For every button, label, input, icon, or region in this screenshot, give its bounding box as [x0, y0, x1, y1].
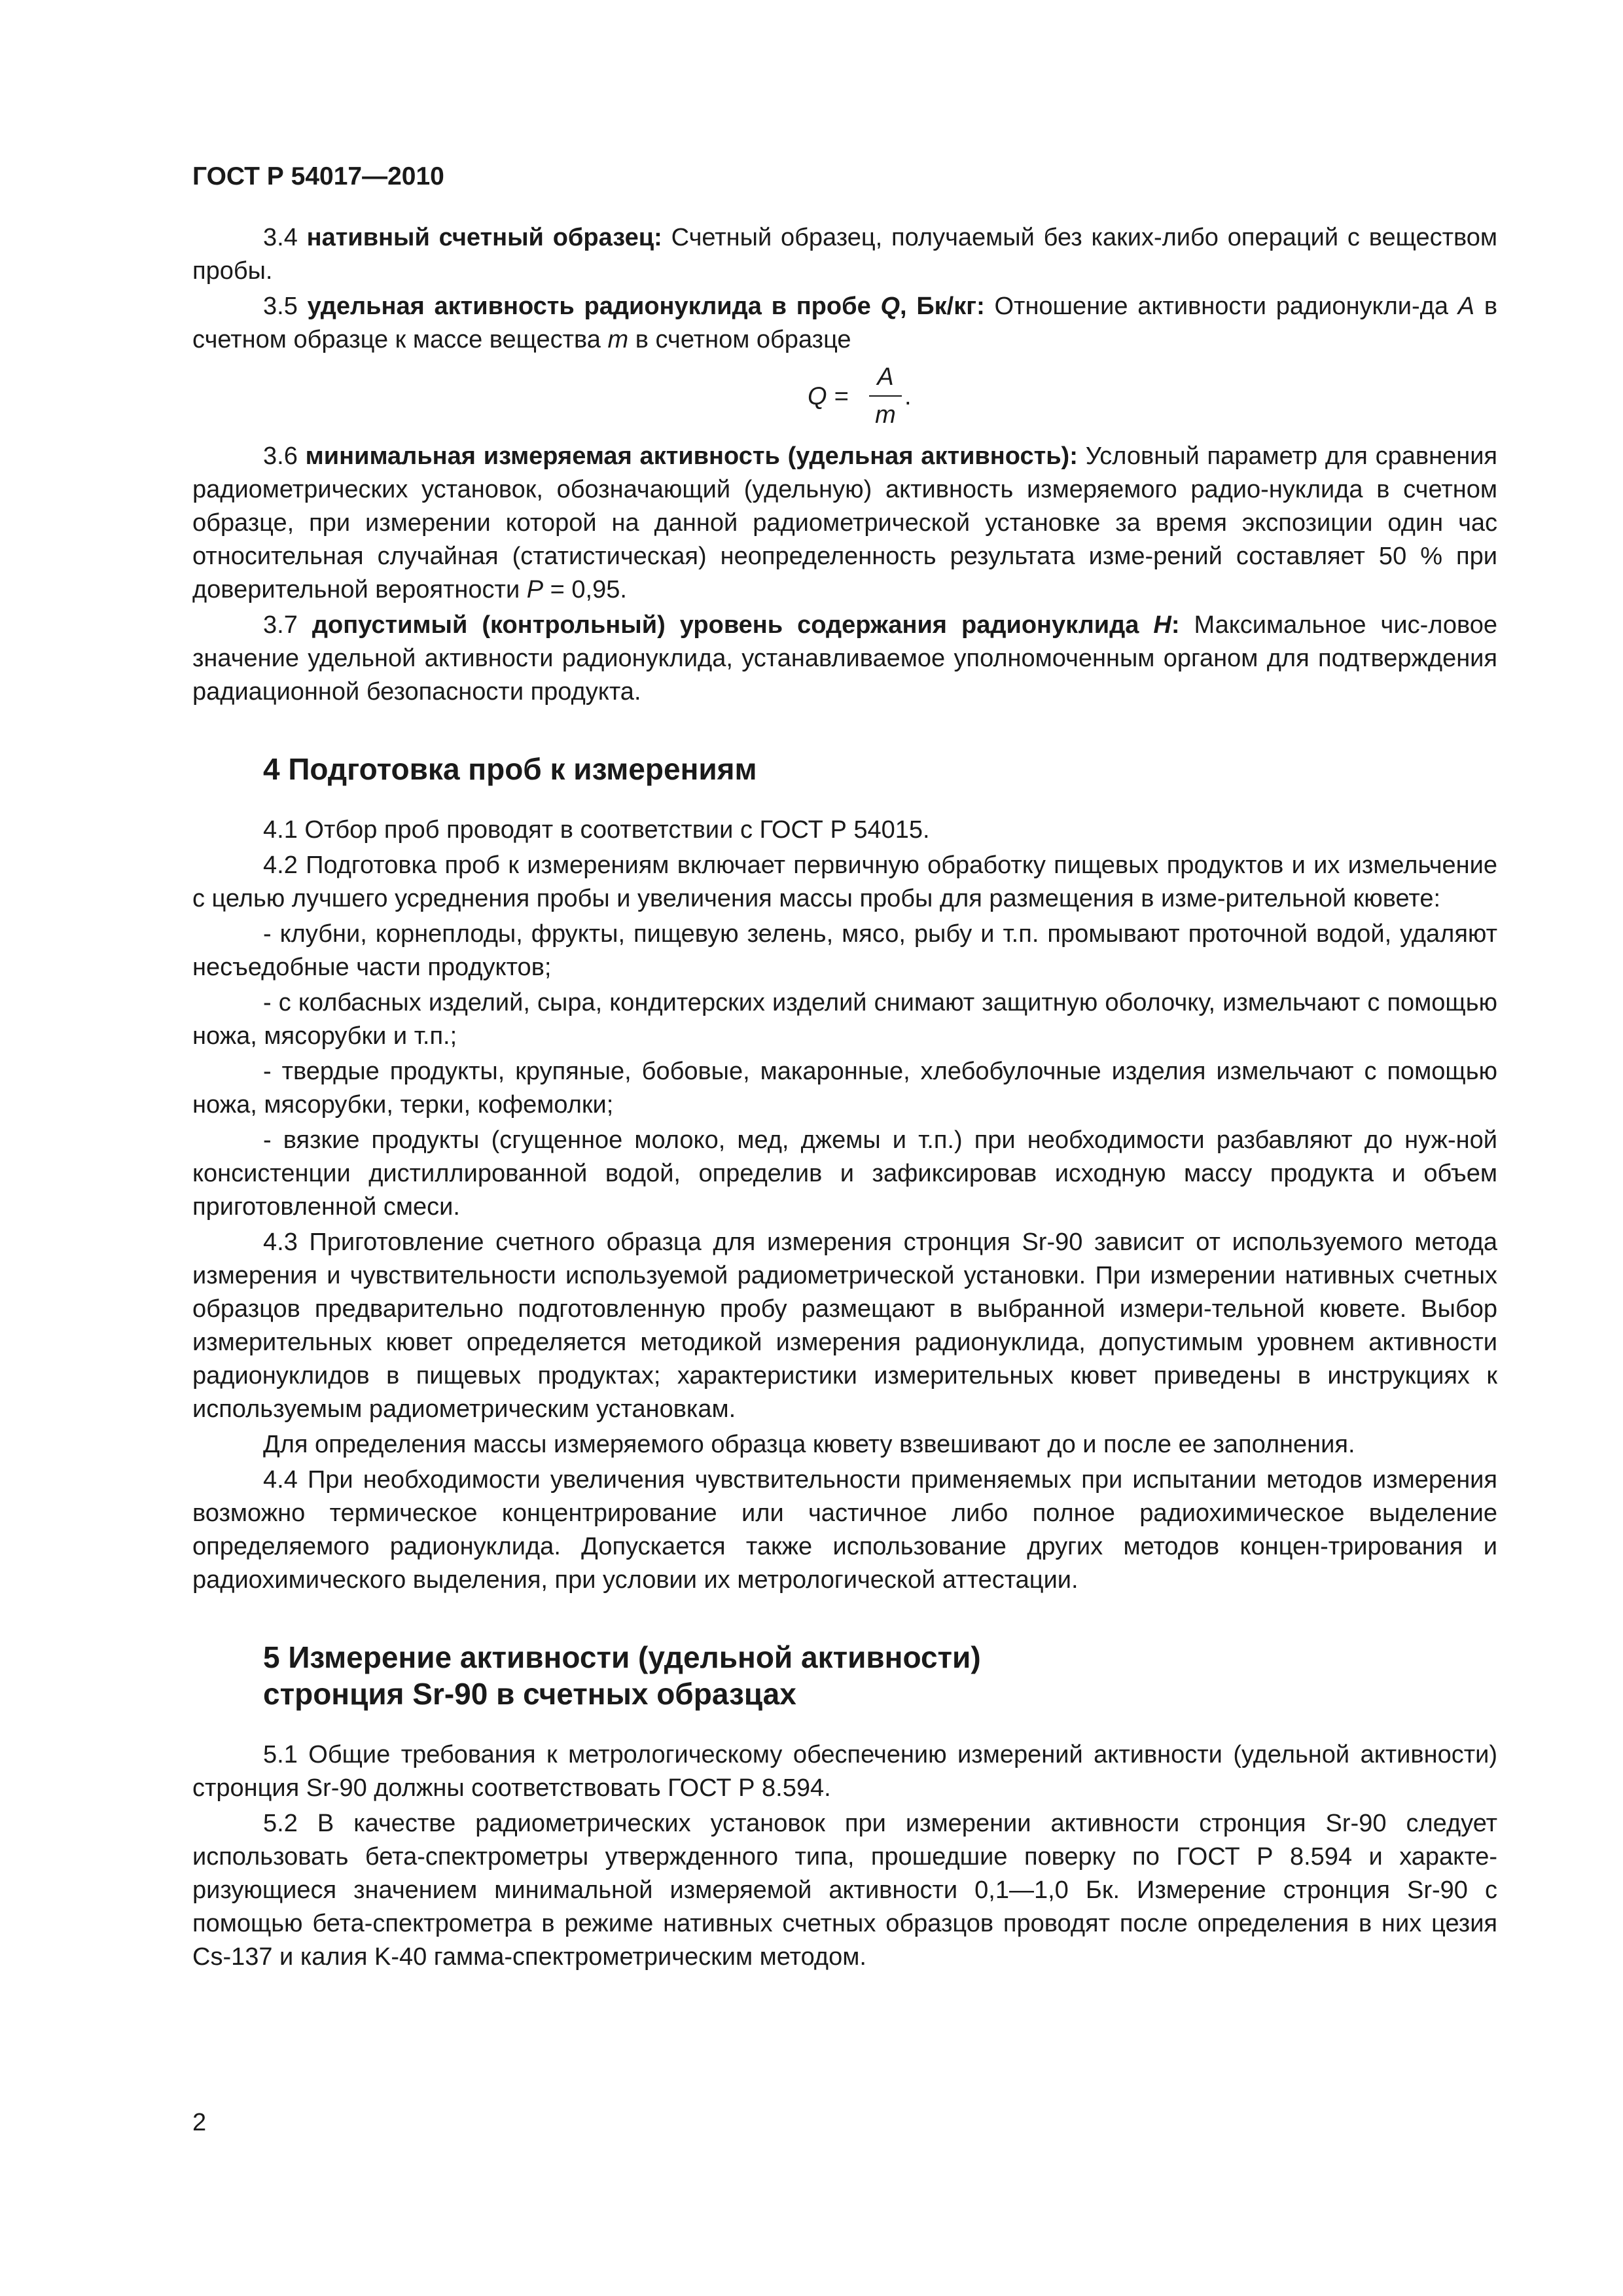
paragraph-4-3-mass: Для определения массы измеряемого образца кювету взвешивают до и после ее заполнения. [263, 1431, 1355, 1458]
paragraph-3-4 [192, 221, 1497, 288]
document-body [192, 221, 1497, 1976]
formula-block [192, 359, 1497, 440]
clause-number: 3.4 [263, 224, 307, 251]
definition-text: Счетный образец, получаемый без каких-либо операций с веществом пробы. [192, 224, 1498, 285]
symbol-a: A [1457, 293, 1475, 320]
list-item: - клубни, корнеплоды, фрукты, пищевую зелень, мясо, рыбу и т.п. промывают проточной водой, удаляют несъедобные части продуктов; [192, 920, 1497, 981]
section-4-heading: 4 Подготовка проб к измерениям [263, 752, 757, 786]
paragraph-4-2: 4.2 Подготовка проб к измерениям включает первичную обработку пищевых продуктов и их измельчение с целью лучшего усреднения пробы и увеличения массы пробы для размещения в изме-рительной кювете: [192, 852, 1497, 912]
list-item: - с колбасных изделий, сыра, кондитерских изделий снимают защитную оболочку, измельчают с помощью ножа, мясорубки и т.п.; [192, 989, 1497, 1050]
definition-text: в счетном образце [628, 326, 851, 353]
term-title [312, 611, 1180, 639]
paragraph-5-2: 5.2 В качестве радиометрических установок при измерении активности стронция Sr-90 следует использовать бета-спектрометры утвержденного типа, прошедшие поверку по ГОСТ Р 8.594 и характе-ризующиеся значением минимальной измеряемой активности 0,1—1,0 Бк. Измерение стронция Sr-90 с помощью бета-спектрометра в режиме нативных счетных образцов проводят после определения в них цезия Cs-137 и калия K-40 гамма-спектрометрическим методом. [192, 1810, 1497, 1971]
symbol-h: H [1153, 611, 1171, 639]
list-item: - вязкие продукты (сгущенное молоко, мед, джемы и т.п.) при необходимости разбавляют до нуж-ной консистенции дистиллированной водой, определив и зафиксировав исходную массу продукта и объем приготовленной смеси. [192, 1126, 1497, 1221]
symbol-p: P [526, 576, 544, 603]
formula-lhs: Q = [808, 383, 849, 410]
section-5-heading: 5 Измерение активности (удельной активности) стронция Sr-90 в счетных образцах [263, 1640, 981, 1711]
formula-denominator: m [875, 401, 896, 429]
definition-text: = 0,95. [543, 576, 627, 603]
formula-numerator: A [877, 363, 894, 391]
term-title: минимальная измеряемая активность (удельная активность): [305, 442, 1078, 470]
paragraph-5-1: 5.1 Общие требования к метрологическому обеспечению измерений активности (удельной активности) стронция Sr-90 должны соответствовать ГОСТ Р 8.594. [192, 1741, 1497, 1802]
paragraph-3-6 [192, 440, 1497, 607]
term-title: нативный счетный образец: [306, 224, 662, 251]
paragraph-4-3: 4.3 Приготовление счетного образца для измерения стронция Sr-90 зависит от используемого метода измерения и чувствительности используемой радиометрической установки. При измерении нативных счетных образцов предварительно подготовленную пробу размещают в выбранной измери-тельной кювете. Выбор измерительных кювет определяется методикой измерения радионуклида, допустимым уровнем активности радионуклидов в пищевых продуктах; характеристики измерительных кювет приведены в инструкциях к используемым радиометрическим установкам. [192, 1229, 1497, 1423]
paragraph-3-5 [192, 290, 1497, 357]
clause-number: 3.7 [263, 611, 312, 639]
page-number: 2 [192, 2109, 207, 2136]
document-code-header: ГОСТ Р 54017—2010 [192, 162, 444, 190]
paragraph-4-1: 4.1 Отбор проб проводят в соответствии с ГОСТ Р 54015. [263, 816, 930, 844]
fraction-bar [869, 395, 902, 397]
paragraph-4-4: 4.4 При необходимости увеличения чувствительности применяемых при испытании методов измерения возможно термическое концентрирование или частичное либо полное радиохимическое выделение определяемого радионуклида. Допускается также использование других методов концен-трирования и радиохимического выделения, при условии их метрологической аттестации. [192, 1466, 1497, 1594]
definition-text: Отношение активности радионукли-да [984, 293, 1458, 320]
definition-text: в счетном образце к массе вещества [192, 293, 1498, 353]
term-colon: : [1171, 611, 1180, 639]
symbol-m: m [607, 326, 629, 353]
definition-text: Максимальное чис-ловое значение удельной активности радионуклида, устанавливаемое уполномоченным органом для подтверждения радиационной безопасности продукта. [192, 611, 1497, 706]
paragraph-3-7 [192, 609, 1497, 709]
definition-text: Условный параметр для сравнения радиометрических установок, обозначающий (удельную) активность измеряемого радио-нуклида в счетном образце, при измерении которой на данной радиометрической установке за время экспозиции один час относительная случайная (статистическая) неопределенность результата изме-рений составляет 50 % при доверительной вероятности [192, 442, 1497, 603]
term-title [308, 293, 985, 320]
term-text: удельная активность радионуклида в пробе [307, 293, 881, 320]
formula-fraction [869, 361, 902, 431]
list-item: - твердые продукты, крупяные, бобовые, макаронные, хлебобулочные изделия измельчают с помощью ножа, мясорубки, терки, кофемолки; [192, 1058, 1497, 1119]
term-unit: , Бк/кг: [900, 293, 985, 320]
clause-number: 3.6 [263, 442, 306, 470]
formula-period: . [904, 383, 912, 410]
symbol-q: Q [880, 293, 901, 320]
clause-number: 3.5 [263, 293, 308, 320]
term-text: допустимый (контрольный) уровень содержания радионуклида [312, 611, 1154, 639]
